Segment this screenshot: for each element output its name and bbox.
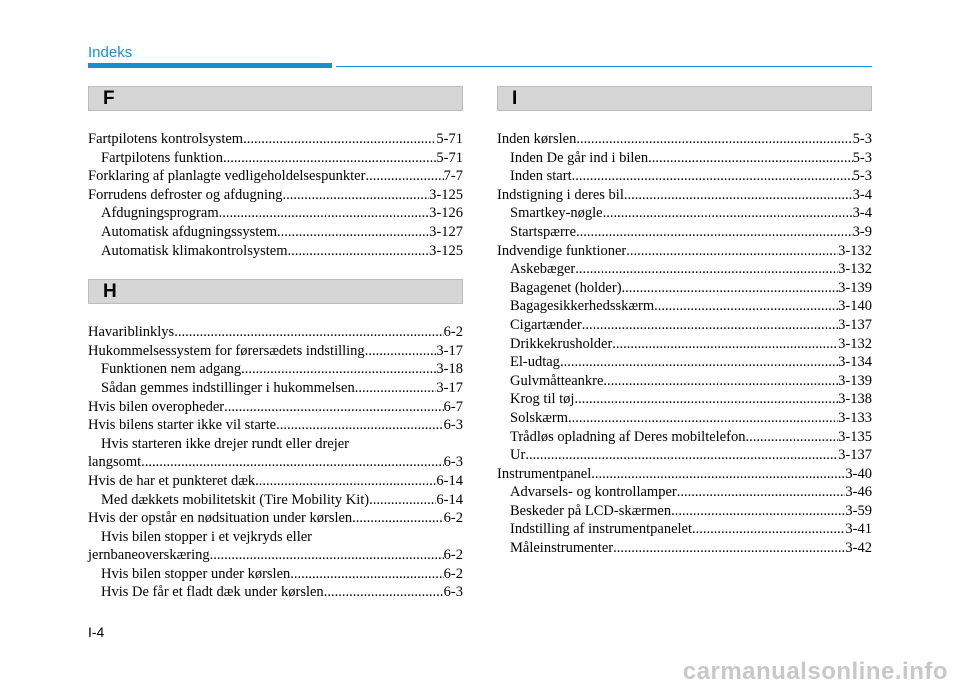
entry-page: 3-17 (436, 379, 463, 396)
entry-label: Inden start (510, 168, 572, 185)
leader-dots (355, 379, 437, 398)
entry-page: 5-3 (852, 149, 872, 166)
entry-label: Hvis der opstår en nødsituation under kørslen (88, 510, 353, 527)
entry-page: 6-2 (443, 510, 463, 527)
leader-dots (574, 390, 838, 409)
index-subentry[interactable] (497, 297, 872, 316)
entry-label: Med dækkets mobilitetskit (Tire Mobility Kit) (101, 491, 370, 508)
entry-page: 5-71 (436, 149, 463, 166)
entry-label: Inden kørslen (497, 131, 577, 147)
index-entry[interactable] (88, 416, 463, 435)
index-entry[interactable] (497, 242, 872, 261)
section-header-f (88, 86, 463, 111)
index-subentry[interactable] (88, 204, 463, 223)
header-rule-thick (88, 63, 332, 68)
entry-label: langsomt (88, 454, 142, 471)
leader-dots (568, 409, 838, 428)
entry-page: 3-40 (845, 465, 872, 482)
index-subentry[interactable] (88, 379, 463, 398)
entry-page: 3-17 (436, 342, 463, 359)
index-subentry[interactable] (497, 316, 872, 335)
entry-page: 3-4 (852, 205, 872, 222)
entry-label: jernbaneoverskæring (88, 547, 210, 564)
index-subentry[interactable] (497, 409, 872, 428)
entry-label: Ur (510, 447, 526, 464)
entry-page: 3-126 (429, 205, 463, 222)
entry-label: Askebæger (510, 261, 576, 278)
entry-page: 3-132 (838, 261, 872, 278)
leader-dots (612, 335, 838, 354)
leader-dots (241, 360, 436, 379)
index-entry[interactable] (497, 465, 872, 484)
index-entry[interactable] (88, 186, 463, 205)
leader-dots (369, 491, 436, 510)
entry-page: 6-3 (443, 454, 463, 471)
leader-dots (575, 260, 838, 279)
entry-label: Inden De går ind i bilen (510, 149, 649, 166)
entry-label: Måleinstrumenter (510, 540, 614, 557)
leader-dots (224, 398, 444, 417)
leader-dots (324, 583, 444, 602)
leader-dots (141, 453, 443, 472)
entry-page: 3-4 (852, 186, 872, 203)
index-entry[interactable] (88, 167, 463, 186)
entry-page: 5-3 (852, 131, 872, 147)
leader-dots (283, 186, 430, 205)
entry-page: 3-137 (838, 316, 872, 333)
entry-label: Automatisk klimakontrolsystem (101, 242, 288, 259)
entry-page: 6-3 (443, 584, 463, 601)
index-subentry[interactable] (88, 583, 463, 602)
leader-dots (576, 130, 852, 149)
entry-page: 3-59 (845, 502, 872, 519)
index-subentry[interactable] (88, 242, 463, 261)
entry-label: Bagagenet (holder) (510, 279, 622, 296)
entry-label: Advarsels- og kontrollamper (510, 484, 677, 501)
entry-page: 6-14 (436, 472, 463, 489)
index-subentry[interactable] (497, 483, 872, 502)
entry-label: Hvis bilen overopheder (88, 398, 225, 415)
index-subentry[interactable] (88, 491, 463, 510)
leader-dots (745, 428, 838, 447)
entry-label: El-udtag (510, 354, 560, 371)
section-i-entries (497, 111, 872, 558)
index-entry[interactable] (497, 186, 872, 205)
entry-page: 6-2 (443, 547, 463, 564)
entry-label: Sådan gemmes indstillinger i hukommelsen (101, 379, 355, 396)
entry-page: 5-71 (436, 131, 463, 147)
entry-page: 3-139 (838, 372, 872, 389)
entry-label: Funktionen nem adgang (101, 361, 242, 378)
entry-page: 6-7 (443, 398, 463, 415)
index-entry[interactable] (88, 472, 463, 491)
entry-label: Bagagesikkerhedsskærm (510, 298, 655, 315)
leader-dots (287, 242, 429, 261)
entry-page: 3-18 (436, 361, 463, 378)
entry-page: 3-137 (838, 447, 872, 464)
left-column (88, 86, 463, 602)
index-subentry[interactable] (497, 260, 872, 279)
index-entry[interactable] (88, 342, 463, 361)
section-letter: I (512, 87, 518, 109)
leader-dots (352, 509, 443, 528)
entry-label: Krog til tøj (510, 391, 575, 408)
leader-dots (692, 520, 845, 539)
entry-page: 3-125 (429, 242, 463, 259)
entry-page: 6-14 (436, 491, 463, 508)
index-subentry[interactable] (497, 520, 872, 539)
section-header-i (497, 86, 872, 111)
index-entry[interactable] (497, 130, 872, 149)
leader-dots (572, 167, 853, 186)
entry-label: Hukommelsessystem for førersædets indstilling (88, 342, 365, 359)
index-entry[interactable] (88, 398, 463, 417)
entry-label: Gulvmåtteankre (510, 372, 604, 389)
index-subentry[interactable] (497, 428, 872, 447)
index-entry[interactable] (88, 323, 463, 342)
index-entry[interactable] (88, 130, 463, 149)
index-subentry[interactable] (497, 446, 872, 465)
leader-dots (654, 297, 838, 316)
entry-label: Fartpilotens kontrolsystem (88, 131, 244, 147)
section-h-entries (88, 304, 463, 602)
entry-page: 3-138 (838, 391, 872, 408)
leader-dots (582, 316, 838, 335)
index-subentry[interactable] (497, 539, 872, 558)
entry-page: 6-2 (443, 565, 463, 582)
header-rule-thin (336, 66, 872, 67)
index-subentry-continuation[interactable] (88, 453, 463, 472)
entry-page: 5-3 (852, 168, 872, 185)
index-subentry[interactable] (88, 223, 463, 242)
index-subentry[interactable] (88, 565, 463, 584)
entry-label: Hvis De får et fladt dæk under kørslen (101, 584, 324, 601)
right-column (497, 86, 872, 558)
leader-dots (671, 502, 845, 521)
index-subentry-first-line: Hvis bilen stopper i et vejkryds eller (101, 528, 313, 545)
index-subentry[interactable] (497, 279, 872, 298)
watermark: carmanualsonline.info (682, 658, 948, 685)
index-subentry[interactable] (497, 353, 872, 372)
entry-label: Beskeder på LCD-skærmen (510, 502, 672, 519)
entry-label: Fartpilotens funktion (101, 149, 224, 166)
section-letter: F (103, 87, 115, 109)
entry-page: 3-132 (838, 242, 872, 259)
entry-label: Instrumentpanel (497, 465, 592, 482)
index-subentry-first-line: Hvis starteren ikke drejer rundt eller drejer (101, 435, 350, 452)
leader-dots (365, 167, 443, 186)
leader-dots (576, 223, 853, 242)
entry-label: Hvis bilens starter ikke vil starte (88, 417, 277, 434)
leader-dots (290, 565, 443, 584)
entry-page: 3-132 (838, 335, 872, 352)
entry-label: Drikkekrusholder (510, 335, 613, 352)
entry-label: Indstilling af instrumentpanelet (510, 521, 693, 538)
index-subentry[interactable] (497, 204, 872, 223)
leader-dots (626, 242, 838, 261)
leader-dots (210, 546, 444, 565)
entry-label: Trådløs opladning af Deres mobiltelefon (510, 428, 746, 445)
leader-dots (255, 472, 436, 491)
page-number: I-4 (88, 624, 105, 640)
index-entry[interactable] (88, 509, 463, 528)
entry-label: Hvis de har et punkteret dæk (88, 472, 256, 489)
entry-page: 3-9 (852, 223, 872, 240)
leader-dots (219, 204, 430, 223)
entry-label: Indvendige funktioner (497, 242, 627, 259)
index-subentry[interactable] (88, 149, 463, 168)
leader-dots (603, 372, 838, 391)
leader-dots (591, 465, 845, 484)
entry-page: 3-133 (838, 409, 872, 426)
entry-label: Havariblinklys (88, 324, 175, 341)
entry-label: Forrudens defroster og afdugning (88, 186, 283, 203)
index-subentry[interactable] (497, 335, 872, 354)
leader-dots (624, 186, 853, 205)
index-subentry[interactable] (497, 372, 872, 391)
index-subentry[interactable] (497, 167, 872, 186)
section-letter: H (103, 280, 117, 302)
entry-label: Solskærm (510, 409, 569, 426)
entry-label: Hvis bilen stopper under kørslen (101, 565, 291, 582)
section-header-h (88, 279, 463, 304)
entry-page: 3-46 (845, 484, 872, 501)
leader-dots (677, 483, 846, 502)
entry-label: Automatisk afdugningssystem (101, 223, 278, 240)
index-subentry[interactable] (497, 502, 872, 521)
entry-label: Smartkey-nøgle (510, 205, 603, 222)
leader-dots (525, 446, 838, 465)
leader-dots (277, 223, 429, 242)
entry-label: Afdugningsprogram (101, 205, 219, 222)
section-f-entries (88, 111, 463, 260)
index-subentry[interactable] (497, 223, 872, 242)
index-subentry[interactable] (497, 149, 872, 168)
entry-label: Indstigning i deres bil (497, 186, 624, 203)
index-header-title: Indeks (88, 44, 133, 61)
entry-page: 6-2 (443, 324, 463, 341)
entry-page: 3-41 (845, 521, 872, 538)
index-subentry-continuation[interactable] (88, 546, 463, 565)
leader-dots (243, 130, 436, 149)
leader-dots (174, 323, 443, 342)
entry-label: Startspærre (510, 223, 577, 240)
section-gap (88, 260, 463, 279)
index-subentry[interactable] (497, 390, 872, 409)
entry-label: Cigartænder (510, 316, 582, 333)
leader-dots (603, 204, 853, 223)
leader-dots (276, 416, 444, 435)
entry-page: 3-139 (838, 279, 872, 296)
leader-dots (223, 149, 436, 168)
entry-page: 3-127 (429, 223, 463, 240)
leader-dots (613, 539, 845, 558)
entry-label: Forklaring af planlagte vedligeholdelsespunkter (88, 168, 366, 185)
entry-page: 3-135 (838, 428, 872, 445)
entry-page: 7-7 (443, 168, 463, 185)
leader-dots (560, 353, 838, 372)
entry-page: 3-42 (845, 540, 872, 557)
entry-page: 3-125 (429, 186, 463, 203)
entry-page: 3-140 (838, 298, 872, 315)
index-subentry[interactable] (88, 360, 463, 379)
leader-dots (365, 342, 437, 361)
entry-page: 3-134 (838, 354, 872, 371)
leader-dots (622, 279, 839, 298)
leader-dots (648, 149, 853, 168)
entry-page: 6-3 (443, 417, 463, 434)
